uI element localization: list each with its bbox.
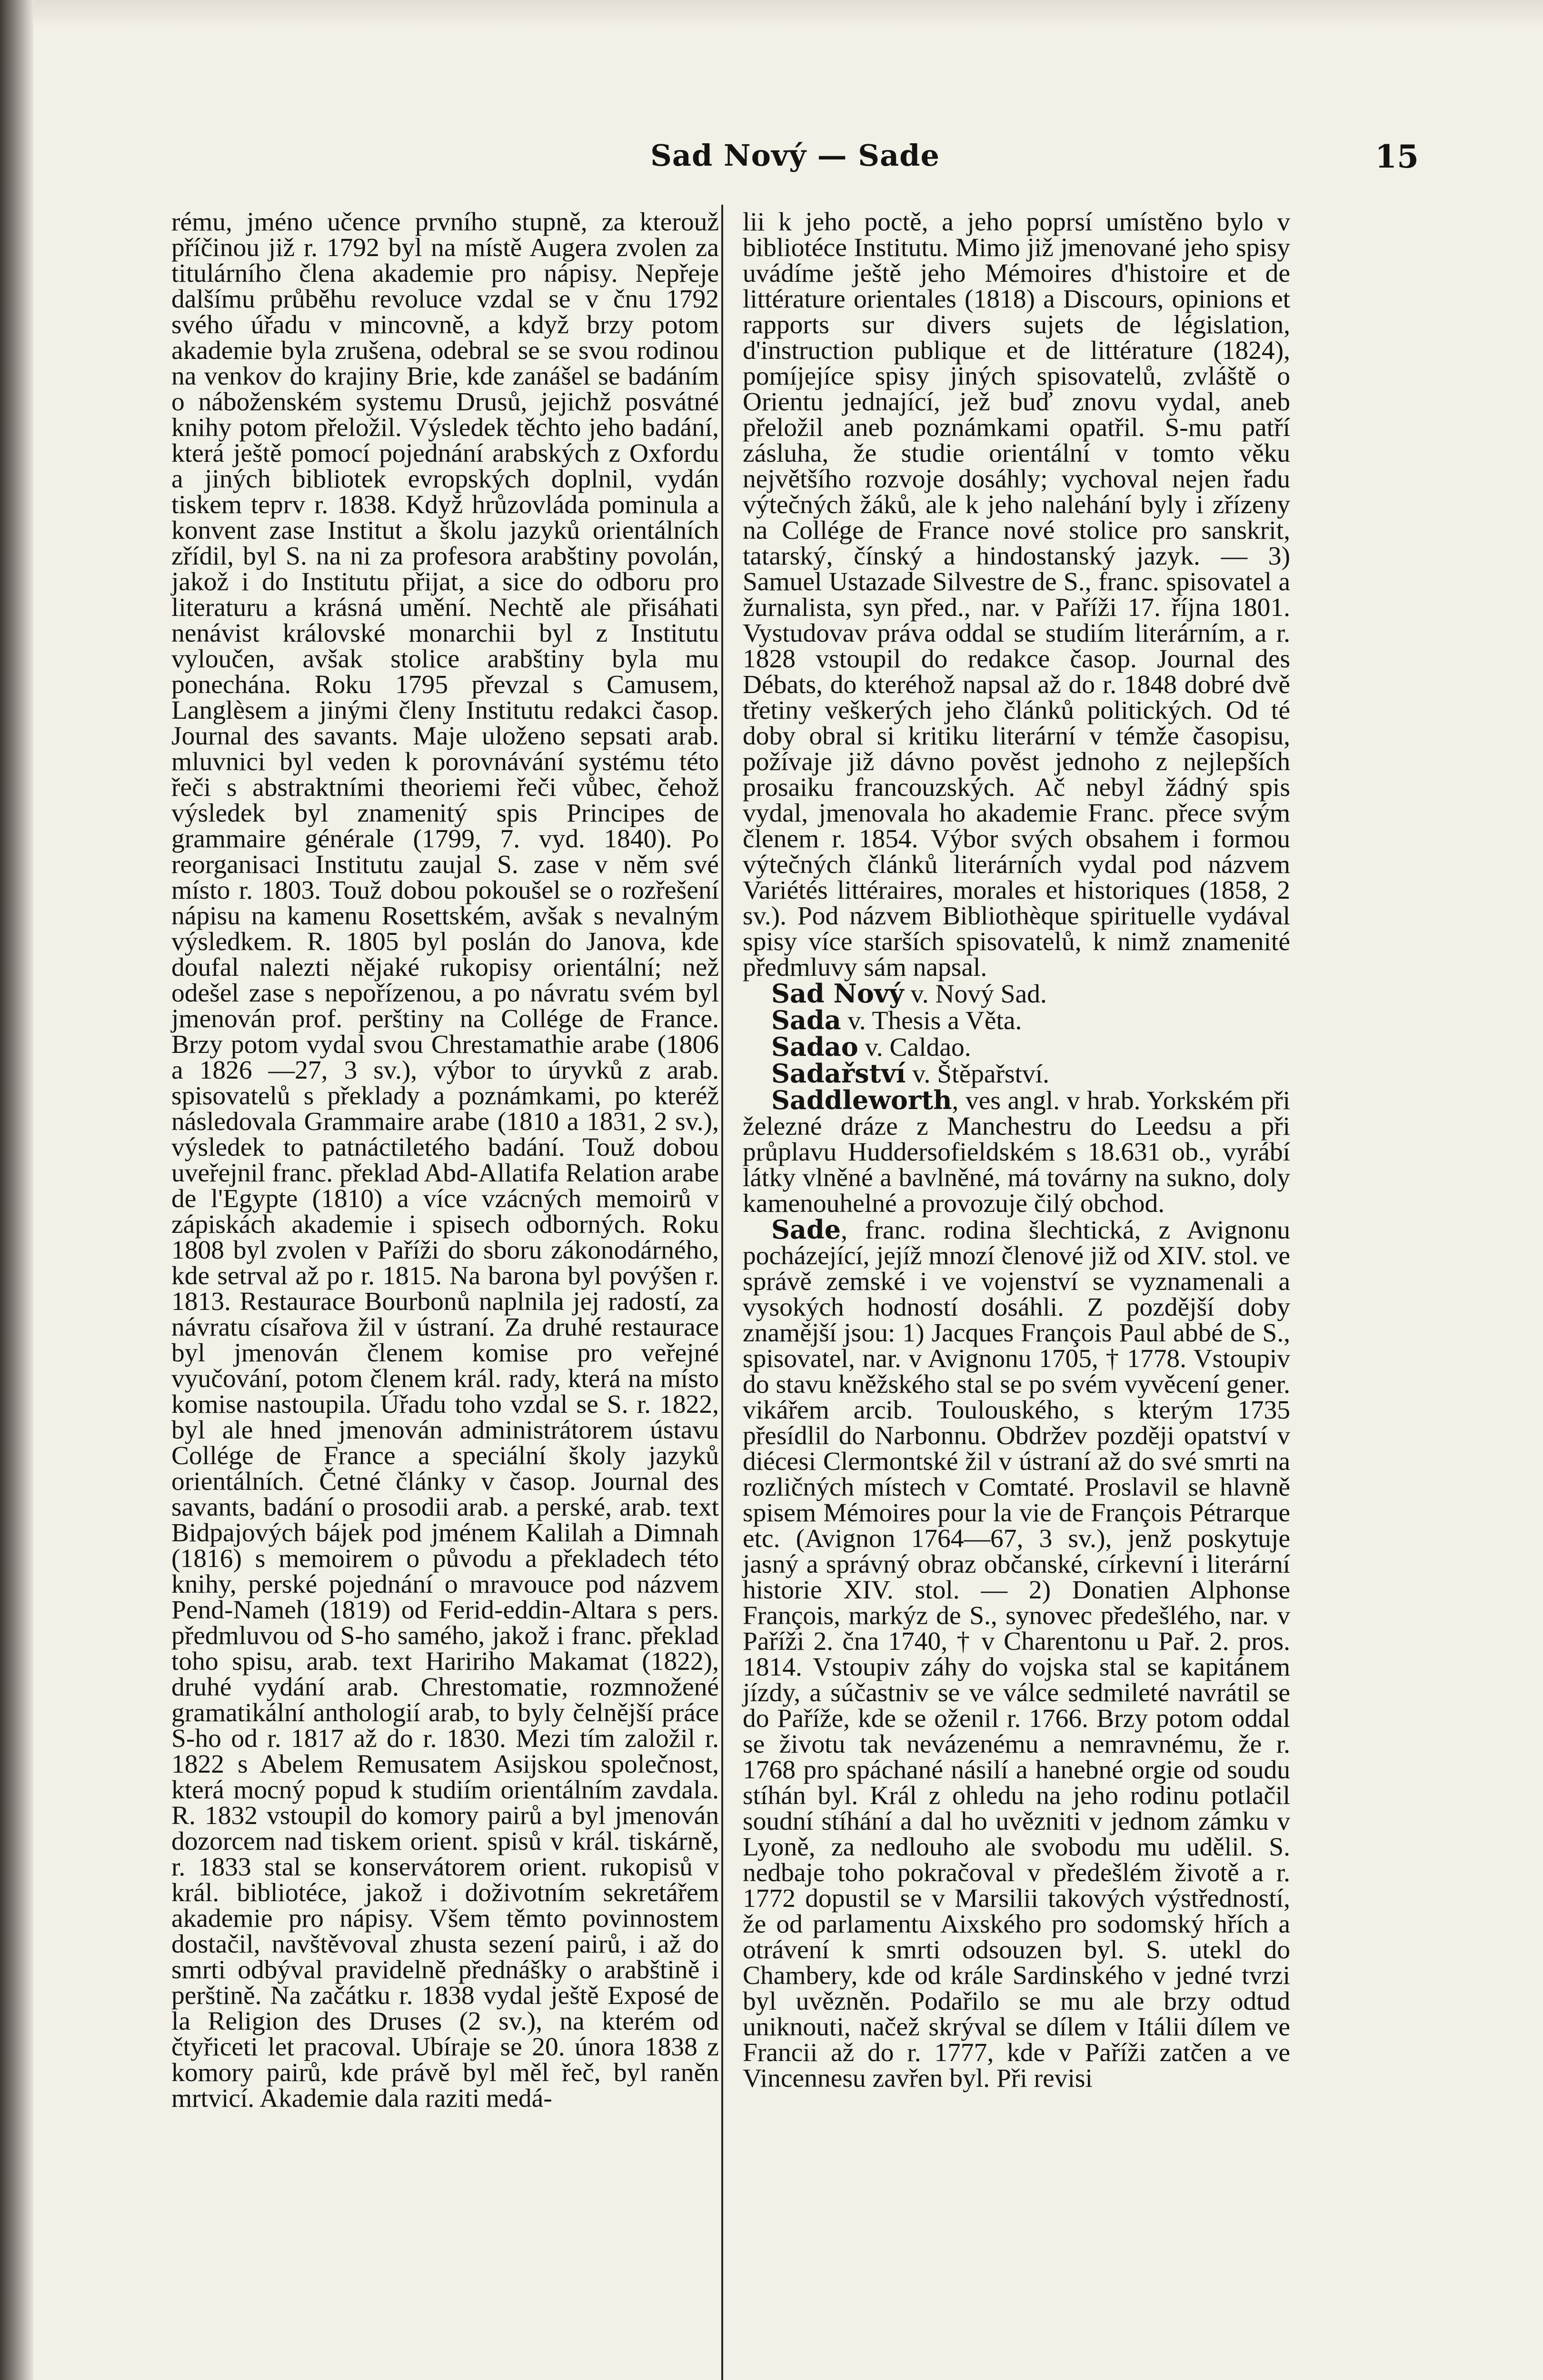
headword: Sada [771,1005,841,1035]
page-header [171,138,1419,190]
headword: Sade [771,1214,841,1245]
right-column [743,209,1290,2092]
headword: Sadařství [771,1058,906,1089]
headword: Sad Nový [771,978,904,1009]
page-top-shading [0,0,1543,29]
entry-text: , franc. rodina šlechtická, z Avignonu pocházející, jejíž mnozí členové již od XIV. stol. ve správě zemské i ve vojenství se vyznamenali a vysokých hodností dosáhli. Z pozdější doby znamější jsou: 1) Jacques François Paul abbé de S., spisovatel, nar. v Avignonu 1705, † 1778. Vstoupiv do stavu kněžského stal se po svém vyvěcení gener. vikářem arcib. Toulouského, s kterým 1735 přesídlil do Narbonnu. Obdržev později opatství v diécesi Clermontské žil v ústraní až do své smrti na rozličných místech v Comtaté. Proslavil se hlavně spisem Mémoires pour la vie de François Pétrarque etc. (Avignon 1764—67, 3 sv.), jenž poskytuje jasný a správný obraz občanské, církevní i literární historie XIV. stol. — 2) Donatien Alphonse François, markýz de S., synovec předešlého, nar. v Paříži 2. čna 1740, † v Charentonu u Pař. 2. pros. 1814. Vstoupiv záhy do vojska stal se kapitánem jízdy, a súčastniv se ve válce sedmileté navrátil se do Paříže, kde se oženil r. 1766. Brzy potom oddal se životu tak nevázenému a nemravnému, že r. 1768 pro spáchané násilí a hanebné orgie od soudu stíhán byl. Král z ohledu na jeho rodinu potlačil soudní stíhání a dal ho uvězniti v jednom zámku v Lyoně, za nedlouho ale svobodu mu udělil. S. nedbaje toho pokračoval v předešlém životě a r. 1772 dopustil se v Marsilii takových výstředností, že od parlamentu Aixského pro sodomský hřích a otrávení k smrti odsouzen byl. S. utekl do Chambery, kde od krále Sardinského v jedné tvrzi byl uvězněn. Podařilo se mu ale brzy odtud uniknouti, načež skrýval se dílem v Itálii dílem ve Francii až do r. 1777, kde v Paříži zatčen a ve Vincennesu zavřen byl. Při revisi [743,1216,1290,2093]
entry-text: , ves angl. v hrab. Yorkském při železné dráze z Manchestru do Leedsu a při průplavu Huddersofieldském s 18.631 ob., vyrábí látky vlněné a bavlněné, má továrny na sukno, doly kamenouhelné a provozuje čilý obchod. [743,1086,1290,1218]
entry-text: v. Nový Sad. [904,980,1047,1009]
entry-sadao [743,1031,1290,1062]
entry-sade [743,1214,1290,2093]
entry-saddleworth [743,1087,1290,1217]
entry-sada [743,1007,1290,1034]
binding-edge-shadow [0,0,33,2380]
column-divider [721,205,723,2380]
entry-text: v. Thesis a Věta. [841,1006,1022,1035]
entry-sad-novy [743,978,1290,1009]
right-column-continuation: lii k jeho poctě, a jeho poprsí umístěno bylo v bibliotéce Institutu. Mimo již jmenované jeho spisy uvádíme ještě jeho Mémoires d'histoire et de littérature orientales (1818) a Discours, opinions et rapports sur divers sujets de législation, d'instruction publique et de littérature (1824), pomíjejíce spisy jiných spisovatelů, zvláště o Orientu jednající, jež buď znovu vydal, aneb přeložil aneb poznámkami opatřil. S-mu patří zásluha, že studie orientální v tomto věku největšího rozvoje dosáhly; vychoval nejen řadu výtečných žáků, ale k jeho nalehání byly i zřízeny na Collége de France nové stolice pro sanskrit, tatarský, čínský a hindostanský jazyk. — 3) Samuel Ustazade Silvestre de S., franc. spisovatel a žurnalista, syn před., nar. v Paříži 17. října 1801. Vystudovav práva oddal se studiím literárním, a r. 1828 vstoupil do redakce časop. Journal des Débats, do kteréhož napsal až do r. 1848 dobré dvě třetiny veškerých jeho článků politických. Od té doby obral si kritiku literární v témže časopisu, požívaje již dávno pověst jednoho z nejlepších prosaiku francouzských. Ač nebyl žádný spis vydal, jmenovala ho akademie Franc. přece svým členem r. 1854. Výbor svých obsahem i formou výtečných článků literárních vydal pod názvem Variétés littéraires, morales et historiques (1858, 2 sv.). Pod názvem Bibliothèque spirituelle vydával spisy více starších spisovatelů, k nimž znamenité předmluvy sám napsal. [743,208,1290,982]
entry-text: v. Štěpařství. [906,1060,1050,1089]
headword: Sadao [771,1031,858,1062]
entry-sadarstvi [743,1058,1290,1089]
running-head: Sad Nový — Sade [650,138,940,173]
left-column-text: rému, jméno učence prvního stupně, za kterouž příčinou již r. 1792 byl na místě Augera zvolen za titulárního člena akademie pro nápisy. Nepřeje dalšímu průběhu revoluce vzdal se v čnu 1792 svého úřadu v mincovně, a když brzy potom akademie byla zrušena, odebral se se svou rodinou na venkov do krajiny Brie, kde zanášel se badáním o náboženském systemu Drusů, jejichž posvátné knihy potom přeložil. Výsledek těchto jeho badání, která ještě pomocí pojednání arabských z Oxfordu a jiných bibliotek evropských doplnil, vydán tiskem teprv r. 1838. Když hrůzovláda pominula a konvent zase Institut a školu jazyků orientálních zřídil, byl S. na ni za profesora arabštiny povolán, jakož i do Institutu přijat, a sice do odboru pro literaturu a krásná umění. Nechtě ale přisáhati nenávist královské monarchii byl z Institutu vyloučen, avšak stolice arabštiny byla mu ponechána. Roku 1795 převzal s Camusem, Langlèsem a jinými členy Institutu redakci časop. Journal des savants. Maje uloženo sepsati arab. mluvnici byl veden k porovnávání systému této řeči s abstraktními theoriemi řeči vůbec, čehož výsledek byl znamenitý spis Principes de grammaire générale (1799, 7. vyd. 1840). Po reorganisaci Institutu zaujal S. zase v něm své místo r. 1803. Touž dobou pokoušel se o rozřešení nápisu na kamenu Rosettském, avšak s nevalným výsledkem. R. 1805 byl poslán do Janova, kde doufal nalezti nějaké rukopisy orientální; než odešel zase s nepořízenou, a po návratu svém byl jmenován prof. perštiny na Collége de France. Brzy potom vydal svou Chrestamathie arabe (1806 a 1826 —27, 3 sv.), výbor to úryvků z arab. spisovatelů s překlady a poznámkami, po kteréž následovala Grammaire arabe (1810 a 1831, 2 sv.), výsledek to patnáctiletého badání. Touž dobou uveřejnil franc. překlad Abd-Allatifa Relation arabe de l'Egypte (1810) a více vzácných memoirů v zápiskách akademie i spisech odborných. Roku 1808 byl zvolen v Paříži do sboru zákonodárného, kde setrval až po r. 1815. Na barona byl povýšen r. 1813. Restaurace Bourbonů naplnila jej radostí, za návratu císařova žil v ústraní. Za druhé restaurace byl jmenován členem komise pro veřejné vyučování, potom členem král. rady, která na místo komise nastoupila. Úřadu toho vzdal se S. r. 1822, byl ale hned jmenován administrátorem ústavu Collége de France a speciální školy jazyků orientálních. Četné články v časop. Journal des savants, badání o prosodii arab. a perské, arab. text Bidpajových bájek pod jménem Kalilah a Dimnah (1816) s memoirem o původu a překladech této knihy, perské pojednání o mravouce pod názvem Pend-Nameh (1819) od Ferid-eddin-Altara s pers. předmluvou od S-ho samého, jakož i franc. překlad toho spisu, arab. text Haririho Makamat (1822), druhé vydání arab. Chrestomatie, rozmnožené gramatikální anthologií arab, to byly čelnější práce S-ho od r. 1817 až do r. 1830. Mezi tím založil r. 1822 s Abelem Remusatem Asijskou společnost, která mocný popud k studiím orientálním zavdala. R. 1832 vstoupil do komory pairů a byl jmenován dozorcem nad tiskem orient. spisů v král. tiskárně, r. 1833 stal se konservátorem orient. rukopisů v král. bibliotéce, jakož i doživotním sekretářem akademie pro nápisy. Všem těmto povinnostem dostačil, navštěvoval zhusta sezení pairů, i až do smrti odbýval pravidelně přednášky o arabštině i perštině. Na začátku r. 1838 vydal ještě Exposé de la Religion des Druses (2 sv.), na kterém od čtyřiceti let pracoval. Ubíraje se 20. února 1838 z komory pairů, kde právě byl měl řeč, byl raněn mrtvicí. Akademie dala raziti medá- [171,208,719,2113]
entry-text: v. Caldao. [858,1033,971,1062]
headword: Saddleworth [771,1085,952,1115]
page-number: 15 [1375,138,1419,175]
left-column [171,209,719,2112]
